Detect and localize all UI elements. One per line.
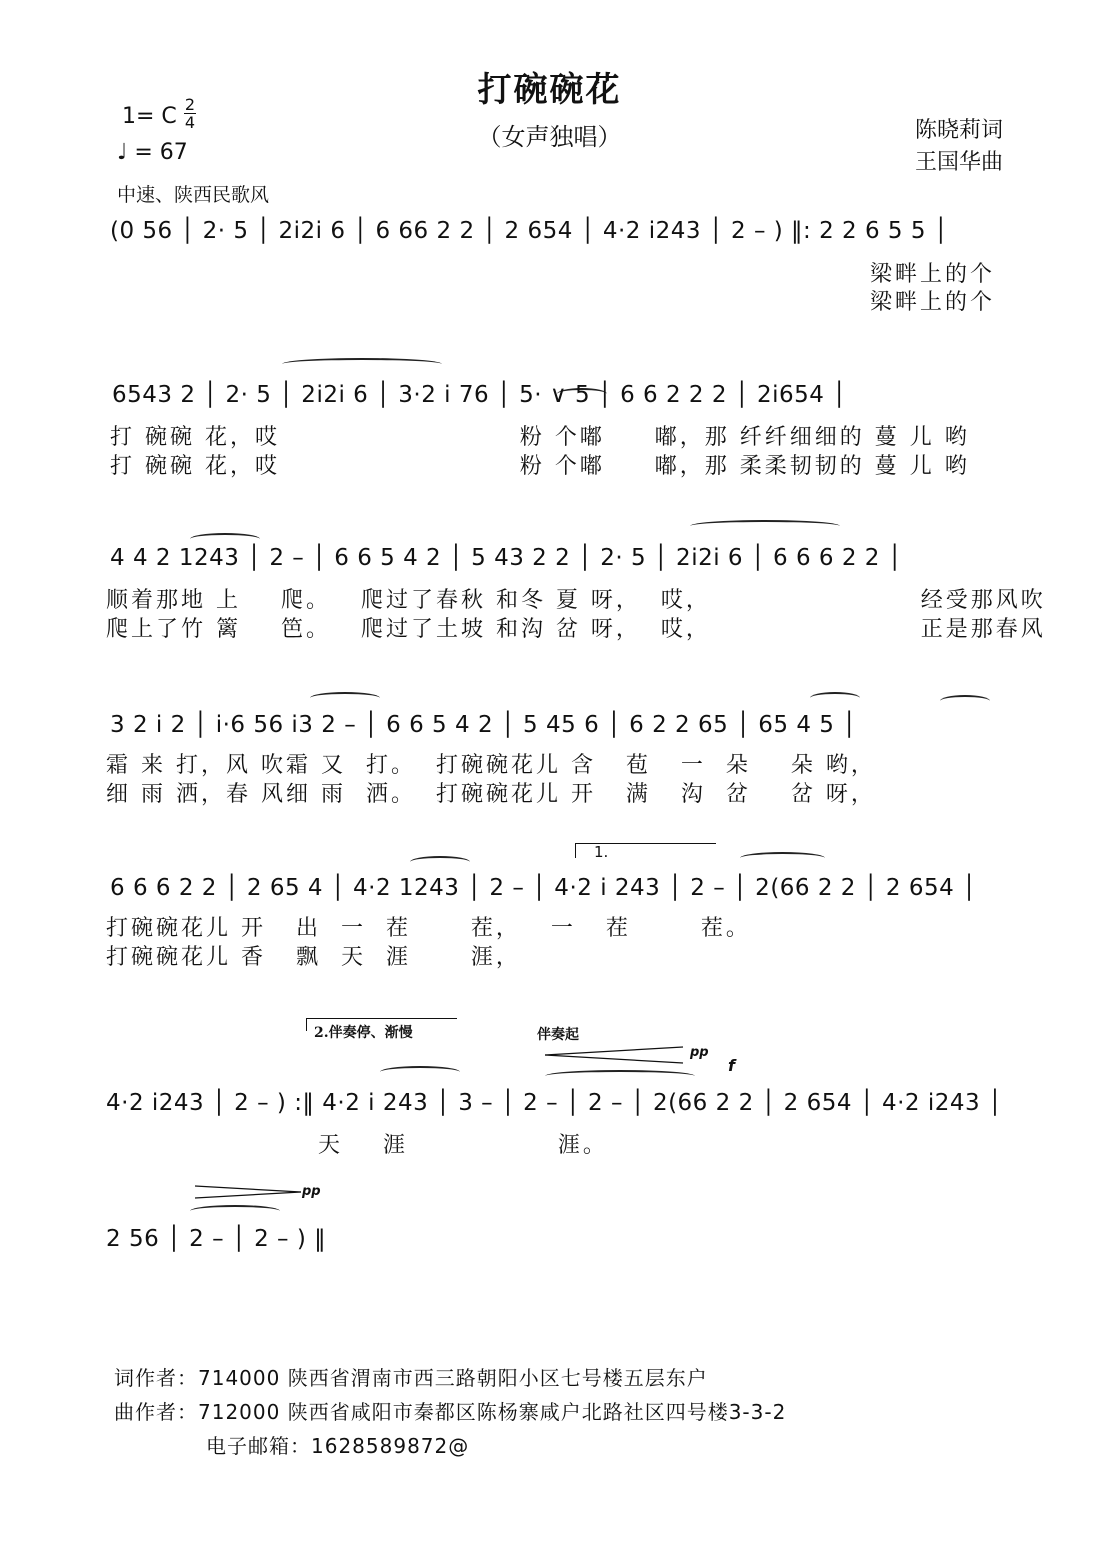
decrescendo-hairpin <box>195 1182 303 1202</box>
notation-system-2: 6543 2 │ 2· 5 │ 2i2i 6 │ 3·2 i 76 │ 5· ∨ 5 │ 6 6 2 2 2 │ 2i654 │ <box>112 382 847 408</box>
slur <box>282 358 442 370</box>
lyrics-verse1-system-4: 霜 来 打，风 吹霜 又 打。 打碗碗花儿 含 苞 一 朵 朵 哟， <box>106 753 876 778</box>
lyrics-verse2-system-4: 细 雨 洒，春 风细 雨 洒。 打碗碗花儿 开 满 沟 岔 岔 呀， <box>106 782 876 807</box>
notation-system-6: 4·2 i243 │ 2 – ) :‖ 4·2 i 243 │ 3 – │ 2 – │ 2 – │ 2(66 2 2 │ 2 654 │ 4·2 i243 │ <box>106 1090 1003 1116</box>
time-signature-bottom: 4 <box>184 113 196 132</box>
composer-address: 曲作者：712000 陕西省咸阳市秦都区陈杨寨咸户北路社区四号楼3-3-2 <box>114 1400 787 1424</box>
volta-1-label: 1. <box>594 843 609 861</box>
lyrics-verse1-system-1: 梁畔上的个 <box>870 262 996 287</box>
song-title: 打碗碗花 <box>477 70 622 110</box>
slur <box>740 852 825 864</box>
notation-system-4: 3 2 i 2 │ i·6 56 i3 2 – │ 6 6 5 4 2 │ 5 45 6 │ 6 2 2 65 │ 65 4 5 │ <box>110 712 857 738</box>
lyrics-verse1-system-2: 打 碗碗 花，哎 粉 个嘟 嘟，那 纤纤细细的 蔓 儿 哟 <box>110 425 970 450</box>
lyrics-verse2-system-5: 打碗碗花儿 香 飘 天 涯 涯， <box>106 945 521 970</box>
slur <box>310 692 380 704</box>
volta-2-label: 2.伴奏停、渐慢 <box>314 1025 413 1041</box>
notation-system-3: 4 4 2 1243 │ 2 – │ 6 6 5 4 2 │ 5 43 2 2 │ 2· 5 │ 2i2i 6 │ 6 6 6 2 2 │ <box>110 545 903 571</box>
composer-credit: 王国华曲 <box>914 150 1003 175</box>
slur <box>380 1066 460 1078</box>
key-signature: 1= C <box>122 104 177 129</box>
time-signature-top: 2 <box>184 95 196 114</box>
slur <box>545 1070 695 1082</box>
lyricist-address: 词作者：714000 陕西省渭南市西三路朝阳小区七号楼五层东户 <box>114 1366 708 1390</box>
lyrics-verse1-system-6: 天 涯 涯。 <box>318 1133 608 1158</box>
dynamic-pp: pp <box>690 1045 709 1060</box>
dynamic-pp-end: pp <box>302 1184 321 1199</box>
slur <box>410 856 470 868</box>
slur <box>940 695 990 707</box>
time-signature <box>184 96 196 131</box>
accompaniment-cue: 伴奏起 <box>537 1027 579 1043</box>
lyrics-verse2-system-3: 爬上了竹 篱 笆。 爬过了土坡 和沟 岔 呀， 哎， 正是那春风 <box>106 617 1046 642</box>
song-subtitle: （女声独唱） <box>477 123 622 151</box>
style-marking: 中速、陕西民歌风 <box>117 184 270 206</box>
lyrics-verse1-system-5: 打碗碗花儿 开 出 一 茬 茬， 一 茬 茬。 <box>106 916 751 941</box>
slur <box>190 533 260 545</box>
slur <box>690 520 840 532</box>
lyrics-verse2-system-1: 梁畔上的个 <box>870 290 996 315</box>
dynamic-f: f <box>728 1056 735 1075</box>
contact-email: 电子邮箱：1628589872@ <box>206 1434 470 1458</box>
slur <box>810 692 860 704</box>
notation-system-5: 6 6 6 2 2 │ 2 65 4 │ 4·2 1243 │ 2 – │ 4·2 i 243 │ 2 – │ 2(66 2 2 │ 2 654 │ <box>110 875 977 901</box>
slur <box>190 1205 280 1217</box>
notation-system-1: (0 56 │ 2· 5 │ 2i2i 6 │ 6 66 2 2 │ 2 654 │ 4·2 i243 │ 2 – ) ‖: 2 2 6 5 5 │ <box>110 218 949 244</box>
crescendo-hairpin <box>545 1044 685 1066</box>
lyrics-verse1-system-3: 顺着那地 上 爬。 爬过了春秋 和冬 夏 呀， 哎， 经受那风吹 <box>106 588 1046 613</box>
notation-system-7: 2 56 │ 2 – │ 2 – ) ‖ <box>106 1226 327 1252</box>
tempo-marking: ♩ = 67 <box>117 140 188 165</box>
lyrics-verse2-system-2: 打 碗碗 花，哎 粉 个嘟 嘟，那 柔柔韧韧的 蔓 儿 哟 <box>110 454 970 479</box>
lyricist-credit: 陈晓莉词 <box>914 118 1003 143</box>
